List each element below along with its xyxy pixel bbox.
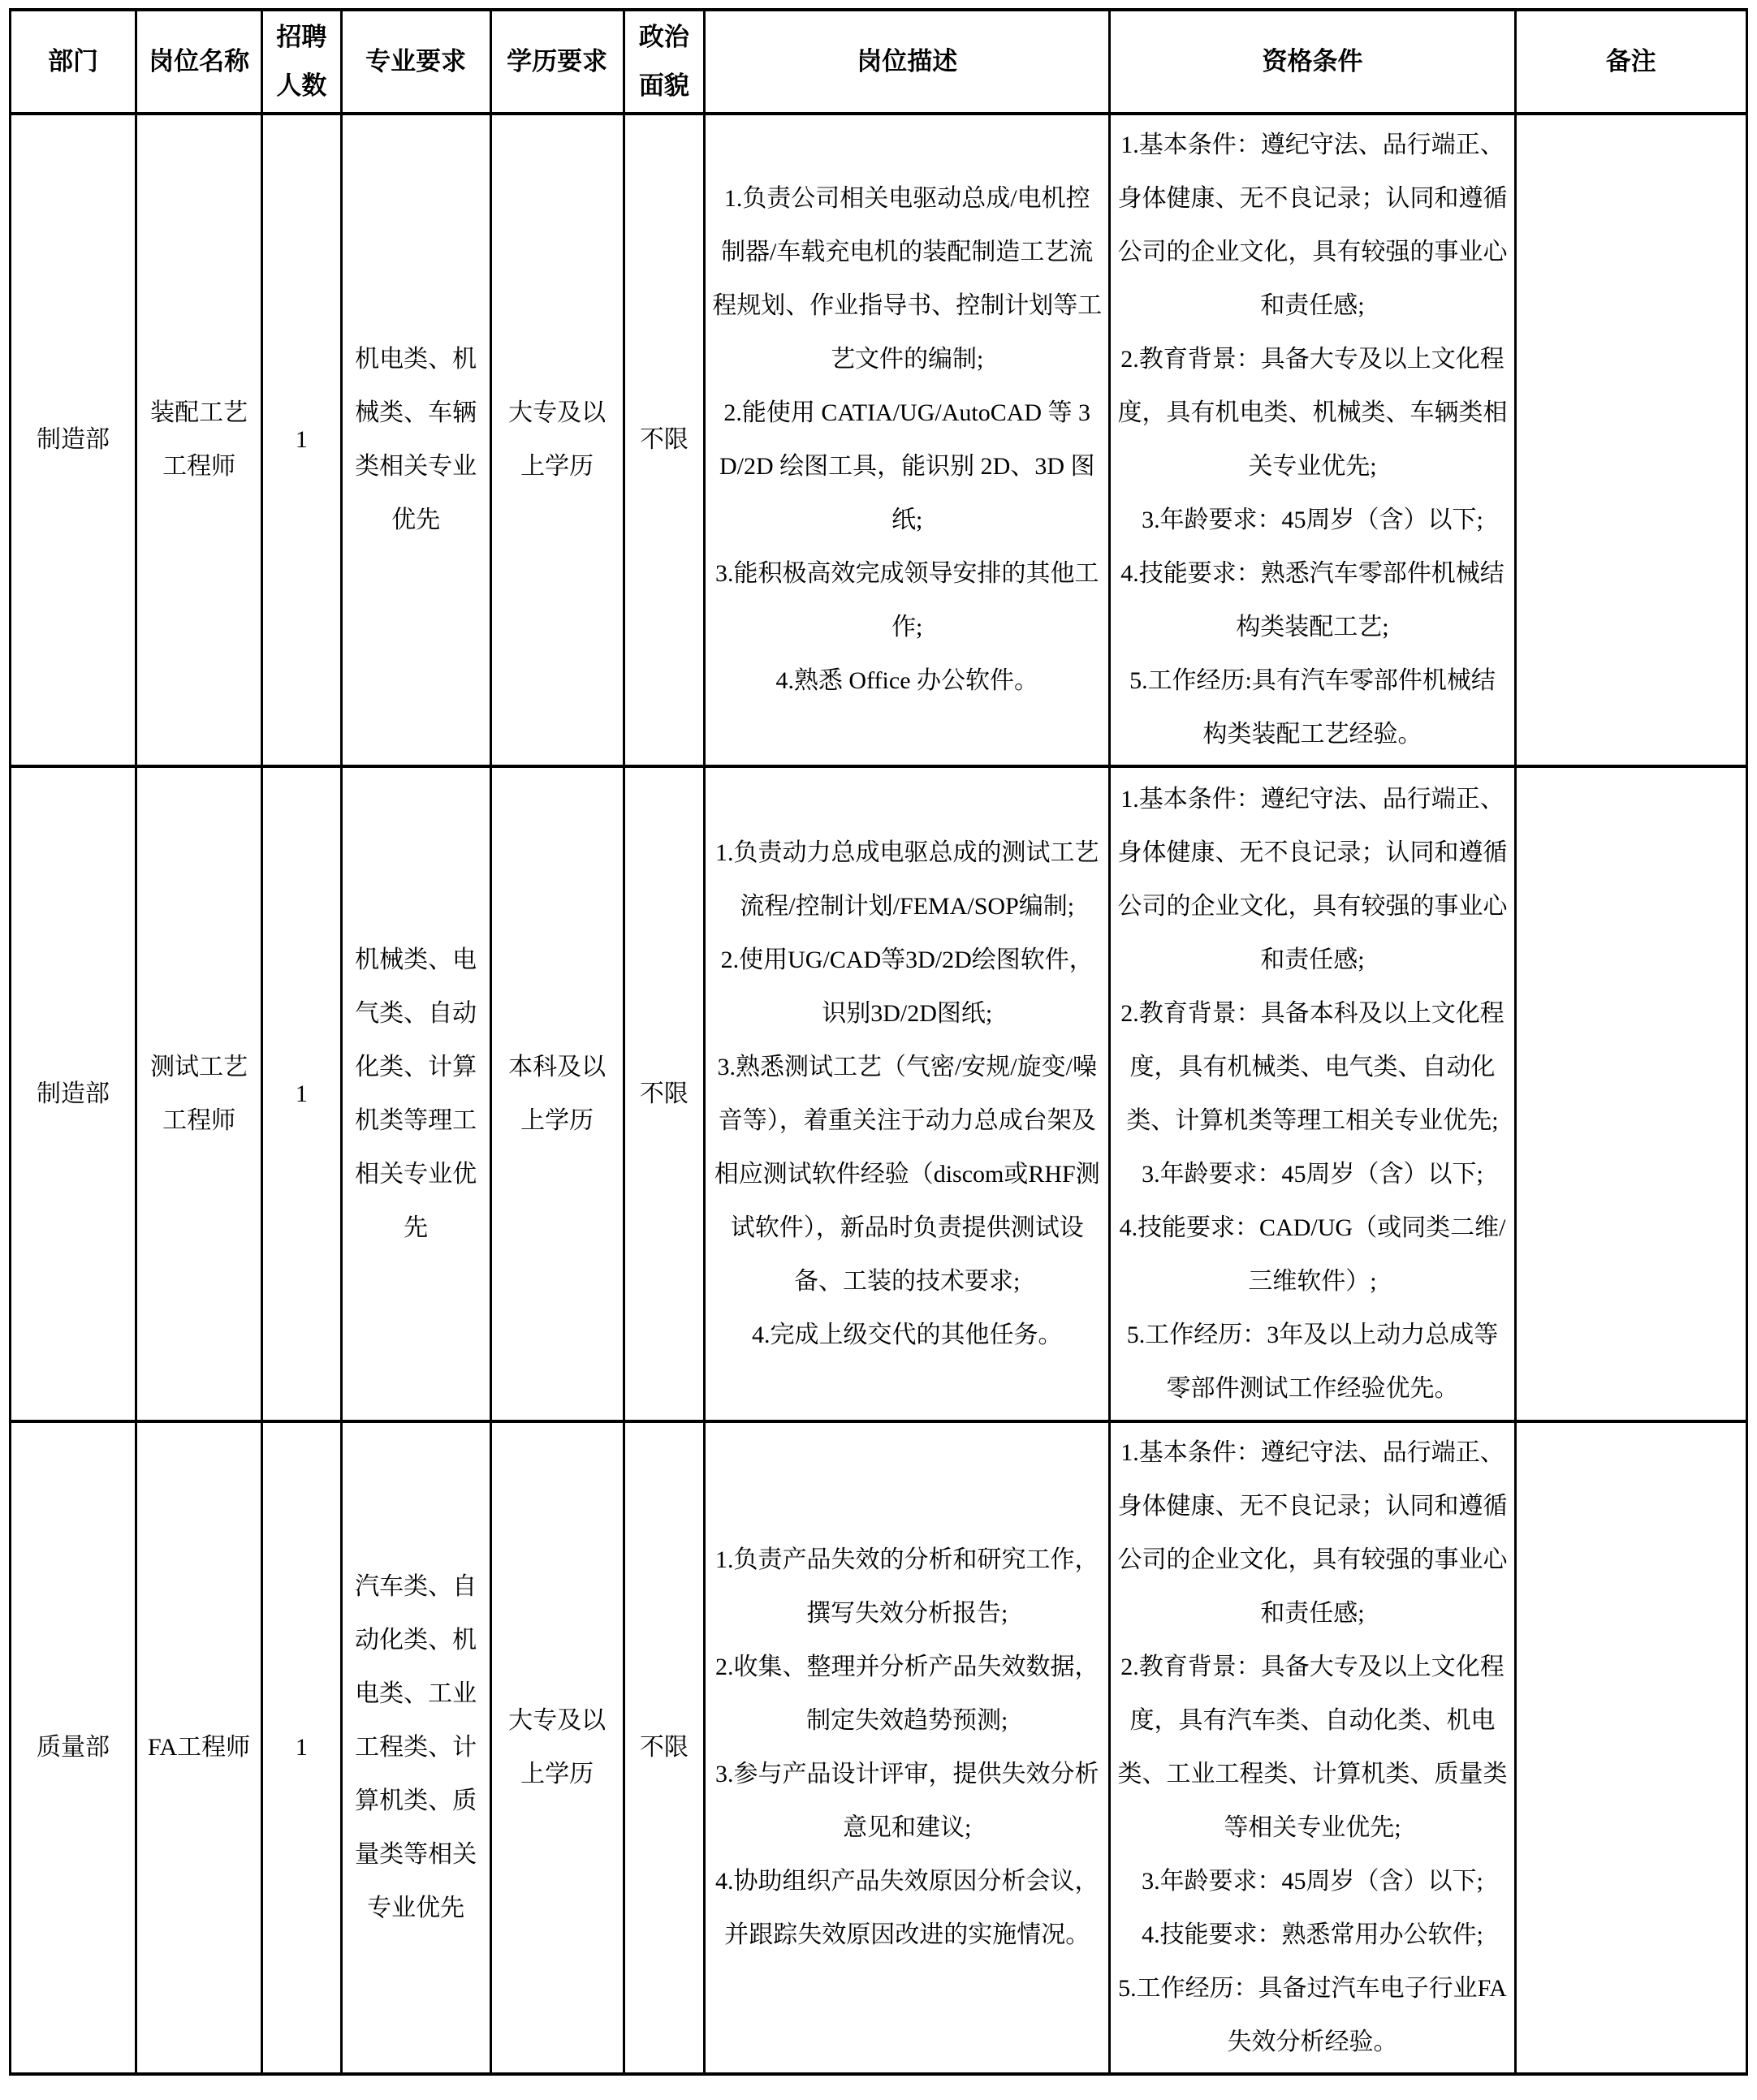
cell-qualifications (1110, 1421, 1515, 2074)
cell-notes (1515, 1421, 1746, 2074)
cell-major: 机电类、机械类、车辆类相关专业优先 (341, 114, 490, 766)
text-paragraph: 3.年龄要求：45周岁（含）以下; (1142, 507, 1483, 533)
cell-political-status: 不限 (624, 766, 704, 1421)
text-paragraph: 4.技能要求：熟悉常用办公软件; (1142, 1921, 1483, 1948)
text-paragraph: 5.工作经历：具备过汽车电子行业FA失效分析经验。 (1118, 1975, 1507, 2055)
cell-department: 制造部 (11, 766, 136, 1421)
cell-department: 质量部 (11, 1421, 136, 2074)
col-header-education: 学历要求 (490, 10, 624, 114)
text-paragraph: 3.参与产品设计评审，提供失效分析意见和建议; (714, 1761, 1099, 1841)
col-header-notes: 备注 (1515, 10, 1746, 114)
text-paragraph: 4.协助组织产品失效原因分析会议，并跟踪失效原因改进的实施情况。 (714, 1868, 1099, 1948)
table-row (11, 114, 1747, 766)
cell-headcount: 1 (262, 1421, 342, 2074)
text-paragraph: 2.能使用 CATIA/UG/AutoCAD 等 3D/2D 绘图工具，能识别 2D、3D 图纸; (719, 399, 1095, 533)
table-row (11, 766, 1747, 1421)
table-row (11, 1421, 1747, 2074)
cell-headcount: 1 (262, 766, 342, 1421)
text-paragraph: 3.年龄要求：45周岁（含）以下; (1142, 1868, 1483, 1895)
col-header-qualifications: 资格条件 (1110, 10, 1515, 114)
cell-position: 测试工艺工程师 (136, 766, 262, 1421)
text-paragraph: 5.工作经历:具有汽车零部件机械结构类装配工艺经验。 (1129, 667, 1496, 748)
cell-qualifications (1110, 114, 1515, 766)
cell-position: FA工程师 (136, 1421, 262, 2074)
text-paragraph: 2.教育背景：具备本科及以上文化程度，具有机械类、电气类、自动化类、计算机类等理工相关专业优先; (1120, 999, 1504, 1134)
cell-position: 装配工艺工程师 (136, 114, 262, 766)
text-paragraph: 4.技能要求：熟悉汽车零部件机械结构类装配工艺; (1120, 560, 1504, 640)
cell-department: 制造部 (11, 114, 136, 766)
text-paragraph: 1.负责动力总成电驱总成的测试工艺流程/控制计划/FEMA/SOP编制; (714, 839, 1099, 920)
col-header-department: 部门 (11, 10, 136, 114)
cell-headcount: 1 (262, 114, 342, 766)
text-paragraph: 3.年龄要求：45周岁（含）以下; (1142, 1160, 1483, 1188)
col-header-political-status: 政治面貌 (624, 10, 704, 114)
text-paragraph: 1.负责公司相关电驱动总成/电机控制器/车载充电机的装配制造工艺流程规划、作业指导书、控制计划等工艺文件的编制; (712, 185, 1103, 373)
text-paragraph: 4.完成上级交代的其他任务。 (751, 1321, 1063, 1348)
text-paragraph: 3.熟悉测试工艺（气密/安规/旋变/噪音等），着重关注于动力总成台架及相应测试软件经验（discom或RHF测试软件），新品时负责提供测试设备、工装的技术要求; (714, 1053, 1100, 1295)
text-paragraph: 2.教育背景：具备大专及以上文化程度，具有汽车类、自动化类、机电类、工业工程类、计算机类、质量类等相关专业优先; (1117, 1654, 1508, 1841)
cell-education: 本科及以上学历 (490, 766, 624, 1421)
cell-major: 汽车类、自动化类、机电类、工业工程类、计算机类、质量类等相关专业优先 (341, 1421, 490, 2074)
text-paragraph: 4.技能要求：CAD/UG（或同类二维/三维软件）; (1119, 1214, 1506, 1295)
col-header-position: 岗位名称 (136, 10, 262, 114)
recruitment-table (9, 8, 1748, 2076)
cell-notes (1515, 114, 1746, 766)
col-header-headcount: 招聘人数 (262, 10, 342, 114)
text-paragraph: 2.教育背景：具备大专及以上文化程度，具有机电类、机械类、车辆类相关专业优先; (1117, 346, 1508, 480)
cell-job-description (705, 1421, 1110, 2074)
cell-political-status: 不限 (624, 114, 704, 766)
cell-notes (1515, 766, 1746, 1421)
text-paragraph: 3.能积极高效完成领导安排的其他工作; (714, 560, 1099, 640)
text-paragraph: 4.熟悉 Office 办公软件。 (775, 667, 1039, 694)
table-header-row (11, 10, 1747, 114)
cell-qualifications (1110, 766, 1515, 1421)
text-paragraph: 1.基本条件：遵纪守法、品行端正、身体健康、无不良记录；认同和遵循公司的企业文化，具有较强的事业心和责任感; (1117, 1439, 1508, 1627)
text-paragraph: 5.工作经历：3年及以上动力总成等零部件测试工作经验优先。 (1126, 1321, 1499, 1402)
text-paragraph: 1.基本条件：遵纪守法、品行端正、身体健康、无不良记录；认同和遵循公司的企业文化，具有较强的事业心和责任感; (1117, 132, 1508, 319)
cell-political-status: 不限 (624, 1421, 704, 2074)
text-paragraph: 2.收集、整理并分析产品失效数据，制定失效趋势预测; (714, 1654, 1099, 1734)
col-header-job-description: 岗位描述 (705, 10, 1110, 114)
cell-education: 大专及以上学历 (490, 114, 624, 766)
text-paragraph: 1.基本条件：遵纪守法、品行端正、身体健康、无不良记录；认同和遵循公司的企业文化，具有较强的事业心和责任感; (1117, 785, 1508, 973)
cell-major: 机械类、电气类、自动化类、计算机类等理工相关专业优先 (341, 766, 490, 1421)
cell-job-description (705, 766, 1110, 1421)
text-paragraph: 1.负责产品失效的分析和研究工作，撰写失效分析报告; (714, 1546, 1099, 1627)
col-header-major: 专业要求 (341, 10, 490, 114)
text-paragraph: 2.使用UG/CAD等3D/2D绘图软件，识别3D/2D图纸; (720, 946, 1094, 1027)
cell-job-description (705, 114, 1110, 766)
cell-education: 大专及以上学历 (490, 1421, 624, 2074)
